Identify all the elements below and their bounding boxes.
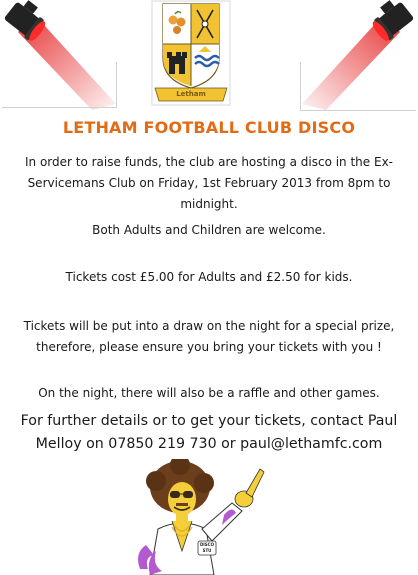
paragraph-contact: For further details or to get your tickets, contact Paul Melloy on 07850 219 730 or paul@lethamfc.com <box>20 413 398 452</box>
paragraph-welcome: Both Adults and Children are welcome. <box>92 223 326 237</box>
disco-badge-text: DISCO STU <box>199 542 215 553</box>
club-crest-logo <box>151 0 231 106</box>
image-frame-right <box>300 62 416 111</box>
paragraph-prize-draw: Tickets will be put into a draw on the night for a special prize, therefore, please ensure you bring your tickets with you ! <box>23 319 395 354</box>
disco-dancer-illustration <box>128 459 268 575</box>
page-title: LETHAM FOOTBALL CLUB DISCO <box>62 118 356 137</box>
crest-banner-text: Letham <box>176 90 206 98</box>
paragraph-ticket-prices: Tickets cost £5.00 for Adults and £2.50 for kids. <box>65 270 353 284</box>
paragraph-raffle: On the night, there will also be a raffle and other games. <box>38 386 380 400</box>
paragraph-event-details: In order to raise funds, the club are hosting a disco in the Ex-Servicemans Club on Friday, 1st February 2013 from 8pm to midnight. <box>24 155 393 211</box>
image-frame-left <box>2 62 117 108</box>
